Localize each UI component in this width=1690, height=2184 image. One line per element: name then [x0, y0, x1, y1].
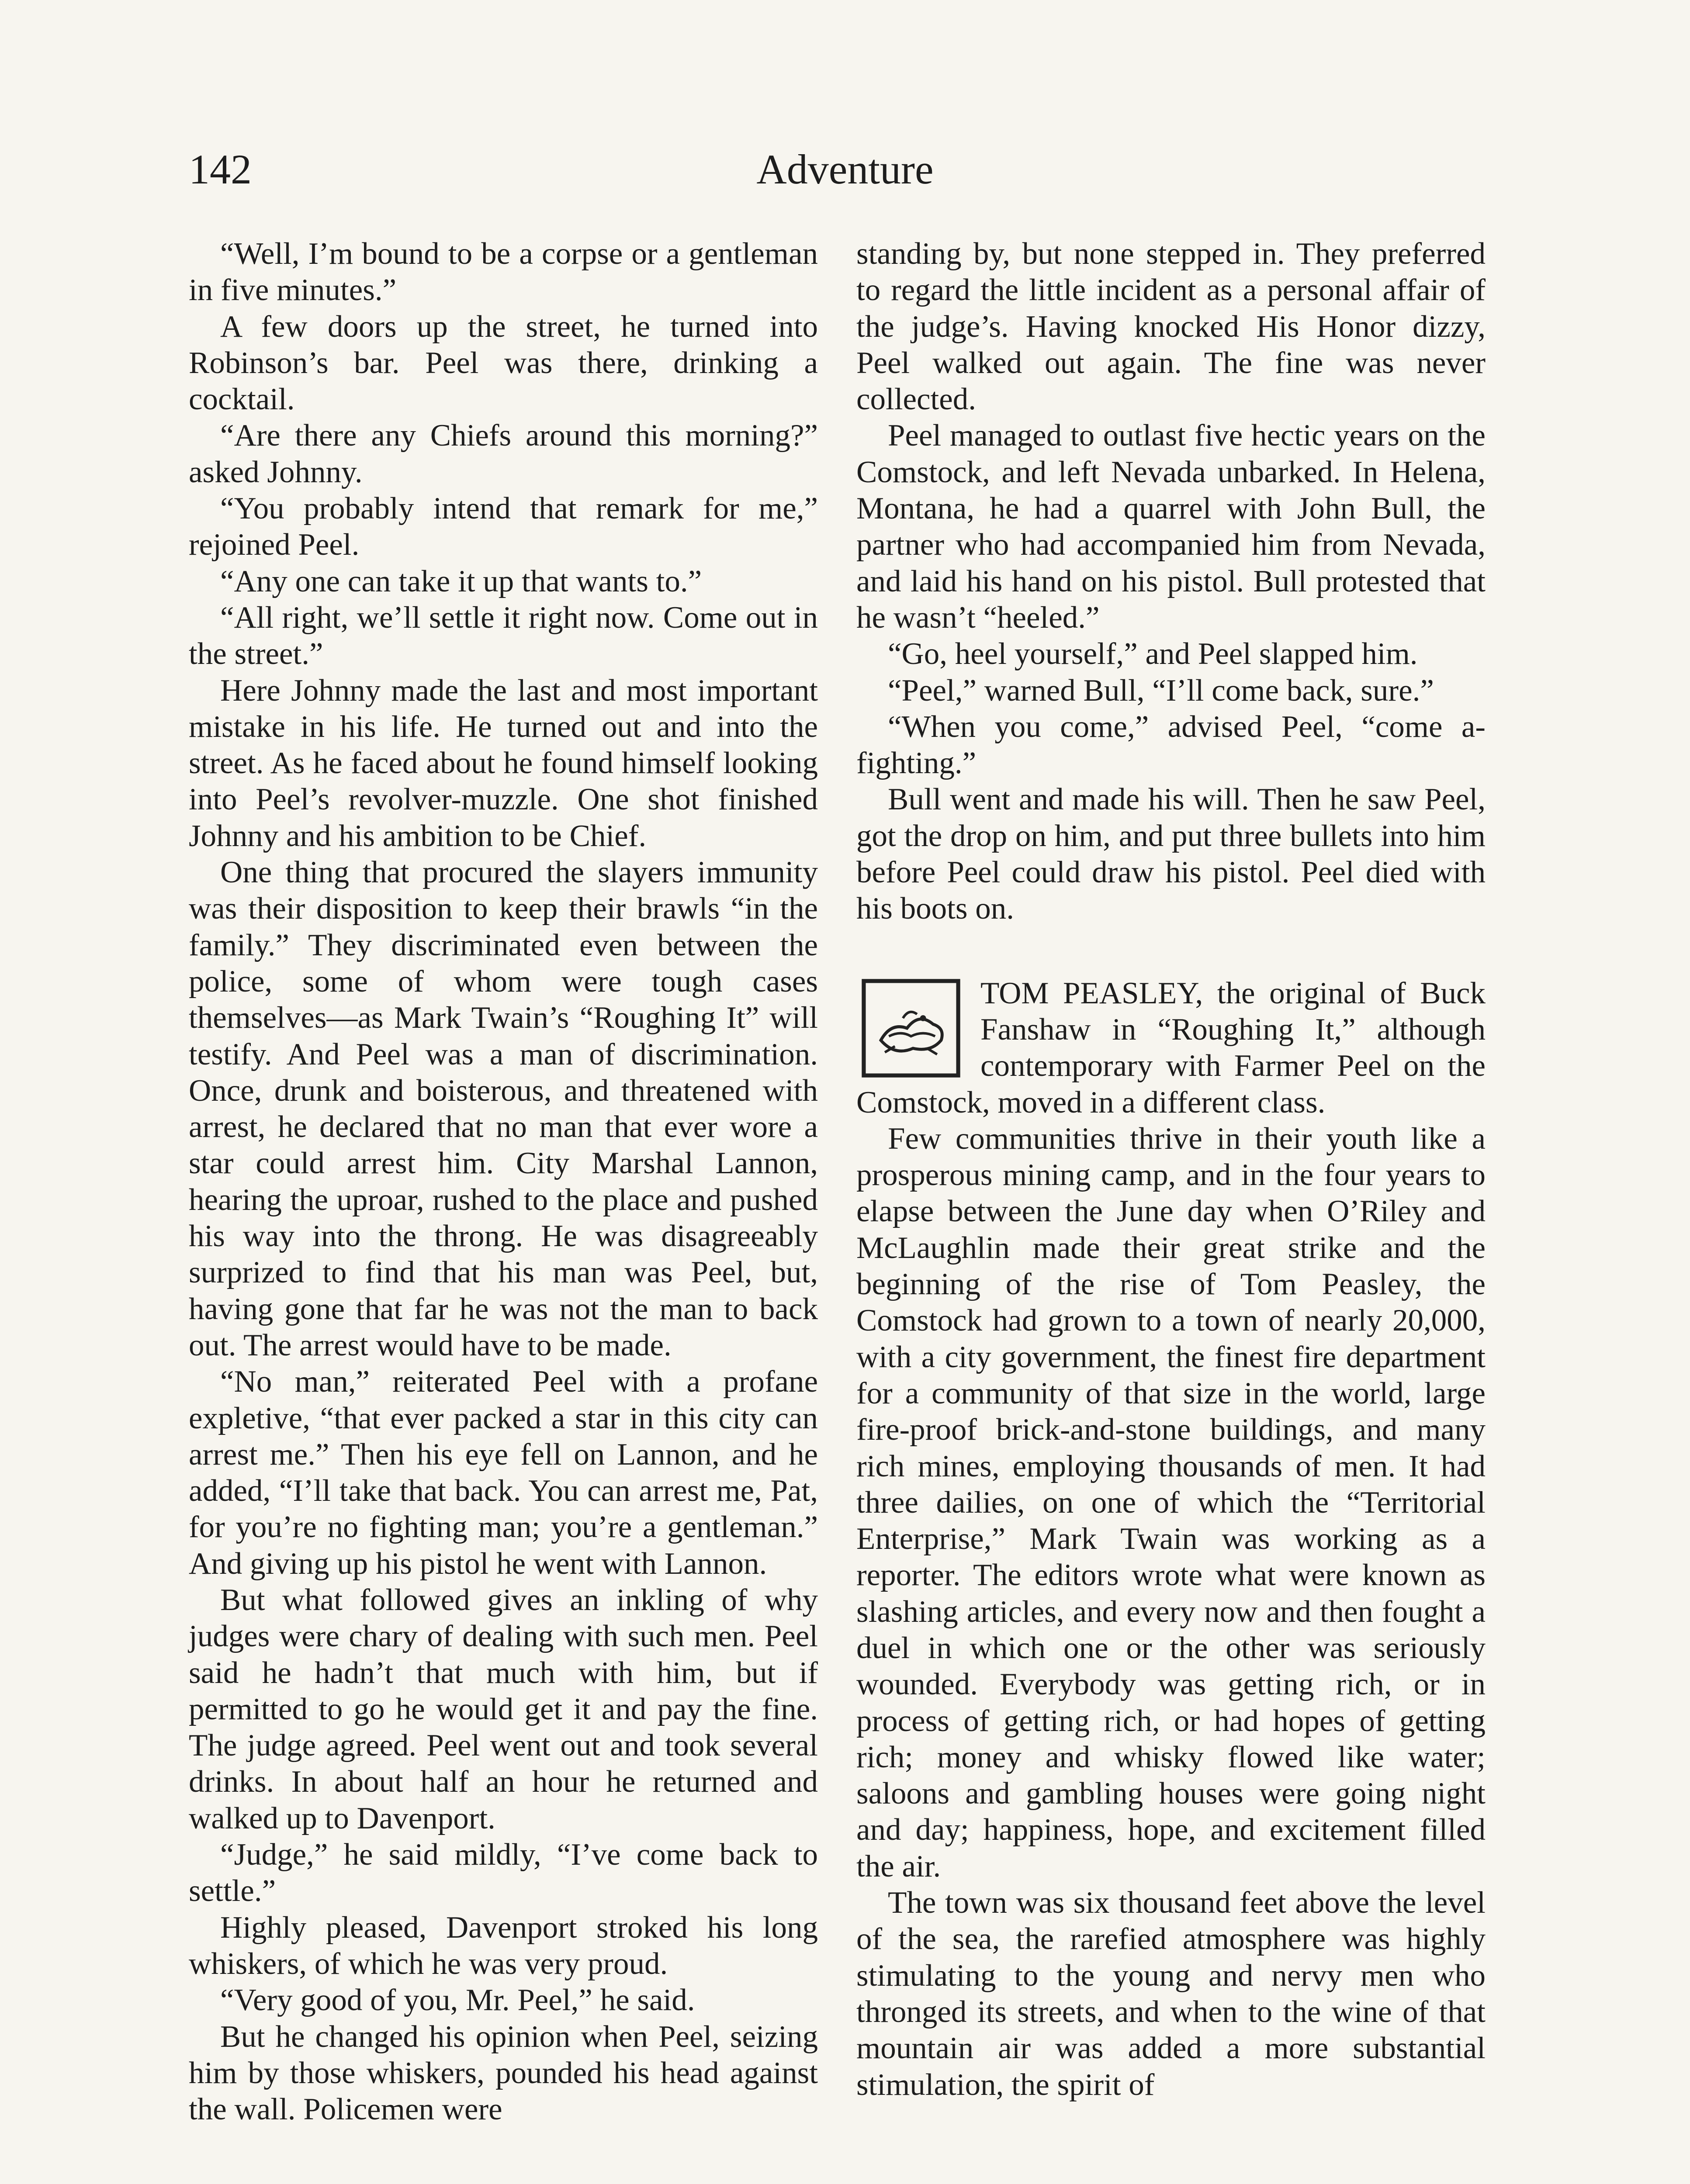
paragraph: TOM PEASLEY, the original of Buck Fanshaw in “Roughing It,” although contemporary with Farmer Peel on the Comstock, moved in a different class.: [856, 976, 1486, 1120]
paragraph: A few doors up the street, he turned into Robinson’s bar. Peel was there, drinking a cocktail.: [189, 309, 818, 417]
page-header: [0, 141, 1690, 206]
paragraph: “Any one can take it up that wants to.”: [220, 564, 702, 598]
section-break: [856, 927, 1486, 975]
paragraph: Highly pleased, Davenport stroked his long whiskers, of which he was very proud.: [189, 1910, 818, 1981]
paragraph: The town was six thousand feet above the level of the sea, the rarefied atmosphere was highly stimulating to the young and nervy men who thronged its streets, and when to the wine of that mountain air was added a more substantial stimulation, the spirit of: [856, 1886, 1486, 2102]
left-column: [189, 236, 818, 2128]
paragraph: “Are there any Chiefs around this morning?” asked Johnny.: [189, 418, 818, 489]
paragraph: One thing that procured the slayers immunity was their disposition to keep their brawls “in the family.” They discriminated even between the police, some of whom were tough cases themselves—as Mark Twain’s “Roughing It” will testify. And Peel was a man of discrimination. Once, drunk and boisterous, and threatened with arrest, he declared that no man that ever wore a star could arrest him. City Marshal Lannon, hearing the uproar, rushed to the place and pushed his way into the throng. He was disagreeably surprized to find that his man was Peel, but, having gone that far he was not the man to back out. The arrest would have to be made.: [189, 855, 818, 1362]
paragraph: Bull went and made his will. Then he saw Peel, got the drop on him, and put three bullets into him before Peel could draw his pistol. Peel died with his boots on.: [856, 782, 1486, 926]
paragraph: “Well, I’m bound to be a corpse or a gentleman in five minutes.”: [189, 237, 818, 308]
paragraph: But what followed gives an inkling of why judges were chary of dealing with such men. Peel said he hadn’t that much with him, but if permitted to go he would get it and pay the fine. The judge agreed. Peel went out and took several drinks. In about half an hour he returned and walked up to Davenport.: [189, 1583, 818, 1835]
paragraph: “Go, heel yourself,” and Peel slapped him.: [888, 637, 1418, 671]
paragraph: “No man,” reiterated Peel with a profane expletive, “that ever packed a star in this city can arrest me.” Then his eye fell on Lannon, and he added, “I’ll take that back. You can arrest me, Pat, for you’re no fighting man; you’re a gentleman.” And giving up his pistol he went with Lannon.: [189, 1365, 818, 1581]
ornament-icon: [856, 978, 966, 1078]
paragraph: Here Johnny made the last and most important mistake in his life. He turned out and into the street. As he faced about he found himself looking into Peel’s revolver-muzzle. One shot finished Johnny and his ambition to be Chief.: [189, 673, 818, 853]
paragraph: “Peel,” warned Bull, “I’ll come back, sure.”: [888, 673, 1434, 708]
paragraph: Few communities thrive in their youth like a prosperous mining camp, and in the four years to elapse between the June day when O’Riley and McLaughlin made their great strike and the beginning of the rise of Tom Peasley, the Comstock had grown to a town of nearly 20,000, with a city government, the finest fire department for a community of that size in the world, large fire-proof brick-and-stone buildings, and many rich mines, employing thousands of men. It had three dailies, on one of which the “Territorial Enterprise,” Mark Twain was working as a reporter. The editors wrote what were known as slashing articles, and every now and then fought a duel in which one or the other was seriously wounded. Everybody was getting rich, or in process of getting rich, or had hopes of getting rich; money and whisky flowed like water; saloons and gambling houses were going night and day; happiness, hope, and excitement filled the air.: [856, 1121, 1486, 1883]
paragraph: standing by, but none stepped in. They preferred to regard the little incident as a personal affair of the judge’s. Having knocked His Honor dizzy, Peel walked out again. The fine was never collected.: [856, 237, 1486, 417]
paragraph: “Judge,” he said mildly, “I’ve come back to settle.”: [189, 1838, 818, 1908]
paragraph: “You probably intend that remark for me,” rejoined Peel.: [189, 491, 818, 562]
page-number: 142: [189, 146, 252, 193]
paragraph: “All right, we’ll settle it right now. Come out in the street.”: [189, 600, 818, 671]
paragraph: “When you come,” advised Peel, “come a-fighting.”: [856, 709, 1486, 781]
section-lead: [856, 975, 1486, 1121]
running-title: Adventure: [756, 146, 934, 193]
paragraph: “Very good of you, Mr. Peel,” he said.: [220, 1983, 695, 2018]
paragraph: Peel managed to outlast five hectic years on the Comstock, and left Nevada unbarked. In Helena, Montana, he had a quarrel with John Bull, the partner who had accompanied him from Nevada, and laid his hand on his pistol. Bull protested that he wasn’t “heeled.”: [856, 418, 1486, 635]
paragraph: But he changed his opinion when Peel, seizing him by those whiskers, pounded his head against the wall. Policemen were: [189, 2019, 818, 2127]
right-column: [856, 236, 1486, 2103]
